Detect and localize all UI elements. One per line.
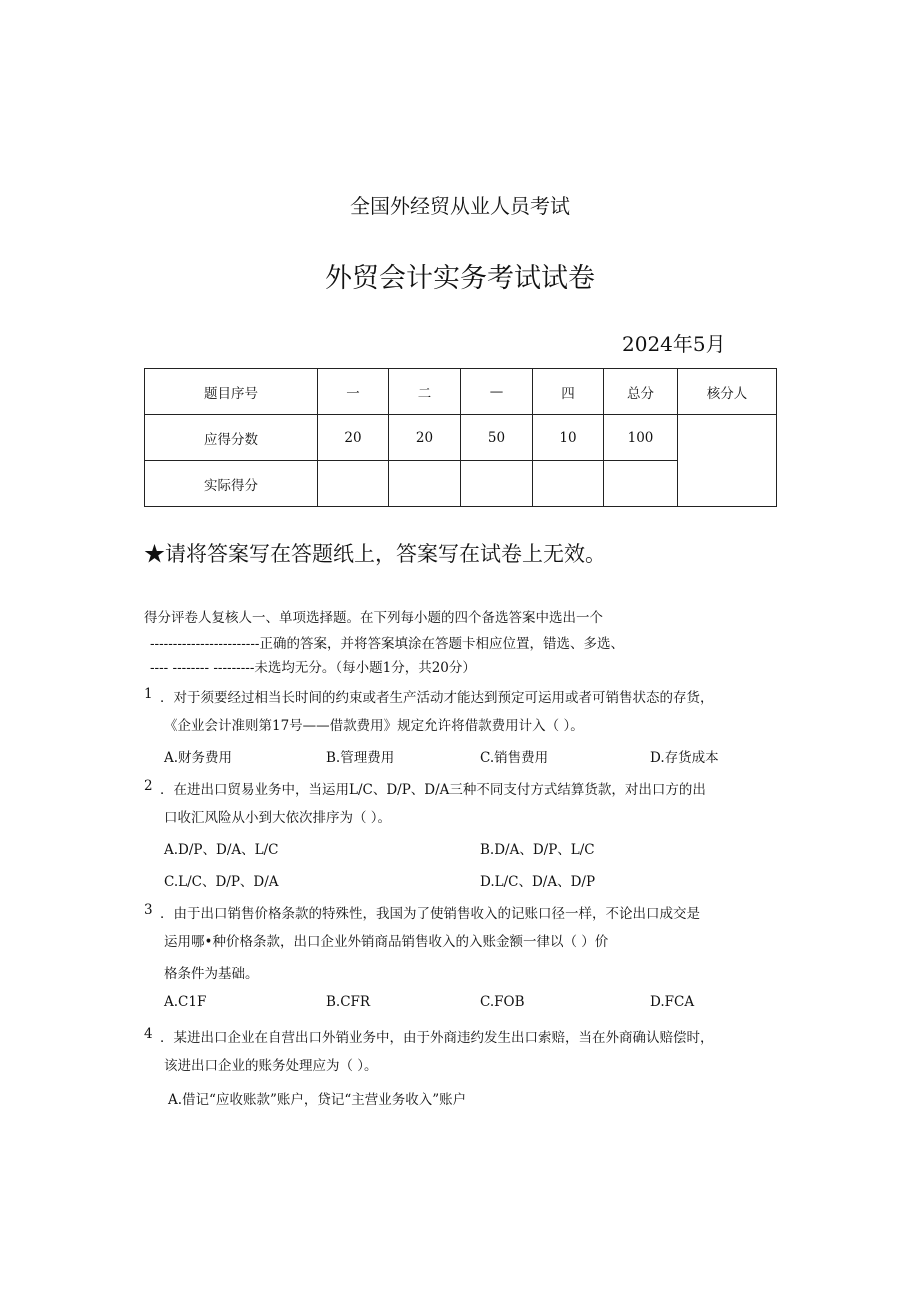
question-2-option-d[interactable]: D.L/C、D/A、D/P xyxy=(480,874,596,890)
table-cell: 50 xyxy=(461,415,533,461)
notice: ★请将答案写在答题纸上，答案写在试卷上无效。 xyxy=(144,542,606,566)
table-cell: 实际得分 xyxy=(145,461,318,507)
question-1-option-d[interactable]: D.存货成本 xyxy=(650,750,719,766)
table-row xyxy=(145,415,777,461)
exam-title: 外贸会计实务考试试卷 xyxy=(325,263,595,294)
table-cell: 20 xyxy=(389,415,461,461)
table-cell: 20 xyxy=(318,415,389,461)
table-cell: 10 xyxy=(533,415,604,461)
table-cell: 总分 xyxy=(604,369,678,415)
table-cell: 一 xyxy=(318,369,389,415)
question-3-line: 格条件为基础。 xyxy=(164,966,259,982)
question-2-option-b[interactable]: B.D/A、D/P、L/C xyxy=(480,842,595,858)
question-4-option-a[interactable]: A.借记“应收账款”账户，贷记“主营业务收入”账户 xyxy=(168,1092,467,1108)
score-input-cell[interactable] xyxy=(604,461,678,507)
table-cell: 题目序号 xyxy=(145,369,318,415)
table-cell: 四 xyxy=(533,369,604,415)
score-input-cell[interactable] xyxy=(533,461,604,507)
question-1-option-b[interactable]: B.管理费用 xyxy=(326,750,395,766)
question-4-line: ．某进出口企业在自营出口外销业务中，由于外商违约发生出口索赔，当在外商确认赔偿时， xyxy=(160,1030,714,1046)
question-3-number: 3 xyxy=(144,902,153,918)
score-input-cell[interactable] xyxy=(461,461,533,507)
question-1-line: 《企业会计准则第17号——借款费用》规定允许将借款费用计入（ ）。 xyxy=(164,718,584,734)
table-cell: 100 xyxy=(604,415,678,461)
table-cell: — xyxy=(461,369,533,415)
table-cell: 二 xyxy=(389,369,461,415)
question-2-number: 2 xyxy=(144,778,153,794)
question-4-number: 4 xyxy=(144,1026,153,1042)
table-cell: 核分人 xyxy=(678,369,777,415)
question-1-option-a[interactable]: A.财务费用 xyxy=(164,750,233,766)
question-3-line: ．由于出口销售价格条款的特殊性，我国为了使销售收入的记账口径一样，不论出口成交是 xyxy=(160,906,700,922)
section-intro-line3: ---- -------- ---------未选均无分。（每小题1分，共20分） xyxy=(150,660,476,676)
table-cell: 应得分数 xyxy=(145,415,318,461)
question-3-option-a[interactable]: A.C1F xyxy=(164,994,207,1010)
question-3-option-b[interactable]: B.CFR xyxy=(326,994,371,1010)
question-2-option-c[interactable]: C.L/C、D/P、D/A xyxy=(164,874,279,890)
table-row xyxy=(145,369,777,415)
checker-cell[interactable] xyxy=(678,415,777,507)
question-1-number: 1 xyxy=(144,686,153,702)
exam-date: 2024年5月 xyxy=(622,332,726,356)
question-3-line: 运用哪•种价格条款，出口企业外销商品销售收入的入账金额一律以（ ）价 xyxy=(164,934,609,950)
section-intro-line2: ------------------------正确的答案，并将答案填涂在答题卡相应位置，错选、多选、 xyxy=(150,636,624,652)
score-input-cell[interactable] xyxy=(389,461,461,507)
question-1-line: ．对于须要经过相当长时间的约束或者生产活动才能达到预定可运用或者可销售状态的存货， xyxy=(160,690,714,706)
section-intro-line1: 得分评卷人复核人一、单项选择题。在下列每小题的四个备选答案中选出一个 xyxy=(144,610,603,626)
score-input-cell[interactable] xyxy=(318,461,389,507)
question-3-option-c[interactable]: C.FOB xyxy=(480,994,525,1010)
question-2-line: 口收汇风险从小到大依次排序为（ ）。 xyxy=(164,810,392,826)
exam-subtitle: 全国外经贸从业人员考试 xyxy=(350,194,570,218)
question-1-option-c[interactable]: C.销售费用 xyxy=(480,750,549,766)
question-2-line: ．在进出口贸易业务中，当运用L/C、D/P、D/A三种不同支付方式结算货款，对出口方的出 xyxy=(160,782,706,798)
question-3-option-d[interactable]: D.FCA xyxy=(650,994,695,1010)
score-table xyxy=(144,368,777,507)
question-2-option-a[interactable]: A.D/P、D/A、L/C xyxy=(164,842,279,858)
question-4-line: 该进出口企业的账务处理应为（ ）。 xyxy=(164,1058,378,1074)
